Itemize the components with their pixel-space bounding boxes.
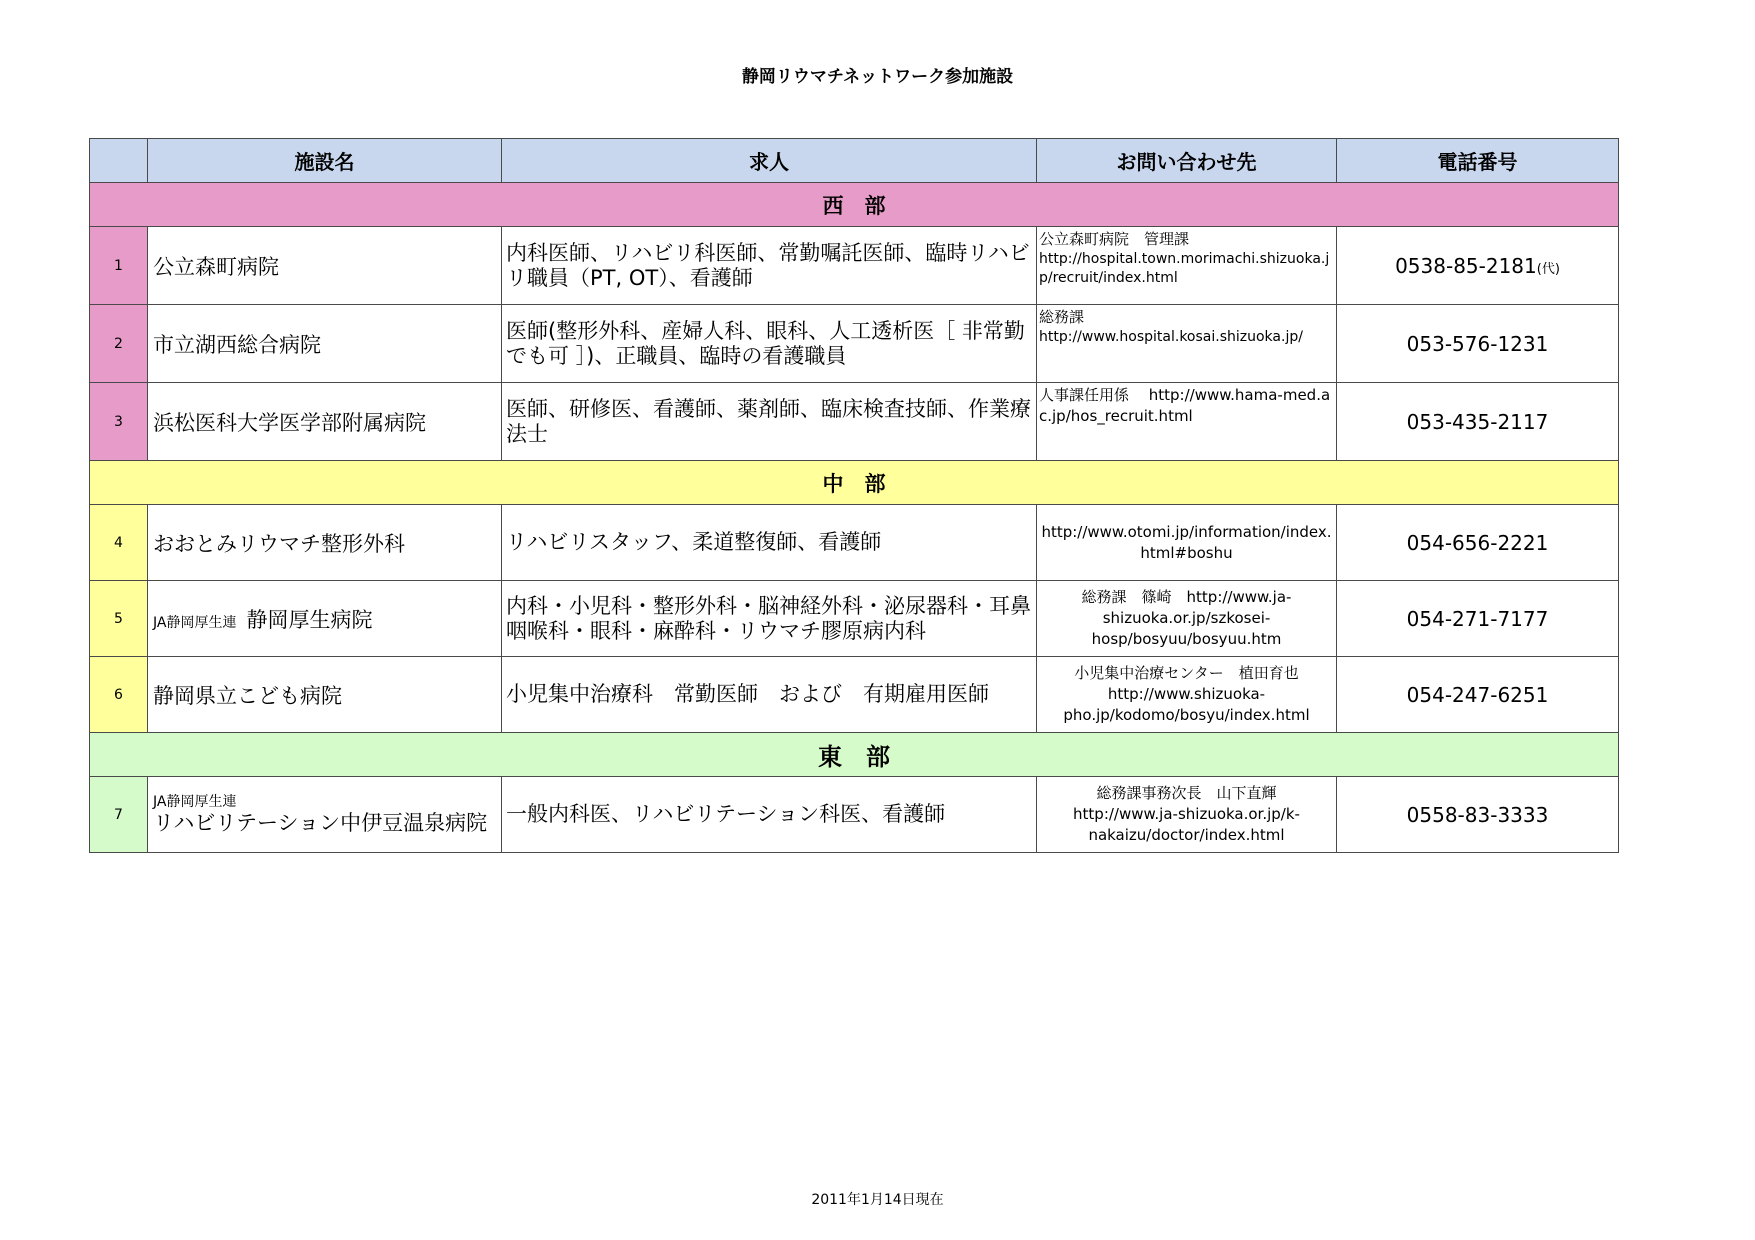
table-row [90, 227, 1619, 305]
row-number: 1 [90, 227, 148, 305]
row-number: 4 [90, 505, 148, 581]
job-listing: 小児集中治療科 常勤医師 および 有期雇用医師 [502, 657, 1037, 733]
facility-name-cell [148, 777, 502, 853]
contact-line: 総務課事務次長 山下直輝 [1096, 784, 1277, 802]
region-label-east: 東 部 [90, 733, 1619, 777]
job-listing: 内科医師、リハビリ科医師、常勤嘱託医師、臨時リハビリ職員（PT, OT）、看護師 [502, 227, 1037, 305]
contact-link[interactable]: http://www.hospital.kosai.shizuoka.jp/ [1039, 329, 1303, 345]
header-num [90, 139, 148, 183]
contact-cell [1037, 581, 1337, 657]
contact-link[interactable]: http://www.ja-shizuoka.or.jp/k-nakaizu/doctor/index.html [1073, 805, 1300, 844]
facility-name: 静岡厚生病院 [246, 607, 373, 632]
row-number: 3 [90, 383, 148, 461]
row-number: 7 [90, 777, 148, 853]
table-header-row [90, 139, 1619, 183]
facility-name: リハビリテーション中伊豆温泉病院 [153, 810, 488, 835]
job-listing: 一般内科医、リハビリテーション科医、看護師 [502, 777, 1037, 853]
contact-cell [1037, 505, 1337, 581]
table-row [90, 383, 1619, 461]
facility-name: 公立森町病院 [148, 227, 502, 305]
region-row-central [90, 461, 1619, 505]
phone-number: 054-247-6251 [1337, 657, 1619, 733]
phone-cell [1337, 227, 1619, 305]
facility-name-prefix: JA静岡厚生連 [153, 614, 237, 631]
phone-number: 053-435-2117 [1337, 383, 1619, 461]
phone-number: 0558-83-3333 [1337, 777, 1619, 853]
job-listing: 医師(整形外科、産婦人科、眼科、人工透析医［ 非常勤でも可 ］)、正職員、臨時の看護職員 [502, 305, 1037, 383]
table-row [90, 581, 1619, 657]
facility-name: 静岡県立こども病院 [148, 657, 502, 733]
facility-name: おおとみリウマチ整形外科 [148, 505, 502, 581]
header-phone: 電話番号 [1337, 139, 1619, 183]
table-row [90, 777, 1619, 853]
contact-cell [1037, 383, 1337, 461]
job-listing: 医師、研修医、看護師、薬剤師、臨床検査技師、作業療法士 [502, 383, 1037, 461]
row-number: 2 [90, 305, 148, 383]
phone-number: 054-271-7177 [1337, 581, 1619, 657]
contact-link[interactable]: http://www.shizuoka-pho.jp/kodomo/bosyu/index.html [1063, 685, 1310, 724]
job-listing: 内科・小児科・整形外科・脳神経外科・泌尿器科・耳鼻咽喉科・眼科・麻酔科・リウマチ膠原病内科 [502, 581, 1037, 657]
contact-line: 総務課 [1039, 308, 1085, 326]
region-row-east [90, 733, 1619, 777]
table-row [90, 505, 1619, 581]
phone-number: 054-656-2221 [1337, 505, 1619, 581]
facility-name-cell [148, 581, 502, 657]
footer-date: 2011年1月14日現在 [811, 1192, 944, 1208]
facility-table [89, 138, 1619, 853]
row-number: 5 [90, 581, 148, 657]
facility-name: 浜松医科大学医学部附属病院 [148, 383, 502, 461]
phone-number: 0538-85-2181 [1395, 253, 1537, 278]
contact-cell [1037, 305, 1337, 383]
header-contact: お問い合わせ先 [1037, 139, 1337, 183]
contact-cell [1037, 777, 1337, 853]
phone-number: 053-576-1231 [1337, 305, 1619, 383]
table-row [90, 305, 1619, 383]
contact-line: 公立森町病院 管理課 [1039, 230, 1190, 248]
contact-link[interactable]: 総務課 篠崎 http://www.ja-shizuoka.or.jp/szkosei-hosp/bosyuu/bosyuu.htm [1081, 588, 1292, 648]
page-title: 静岡リウマチネットワーク参加施設 [741, 67, 1014, 87]
region-label-west: 西 部 [90, 183, 1619, 227]
facility-name-prefix: JA静岡厚生連 [153, 793, 237, 810]
contact-line: 小児集中治療センター 植田育也 [1074, 664, 1299, 682]
header-jobs: 求人 [502, 139, 1037, 183]
job-listing: リハビリスタッフ、柔道整復師、看護師 [502, 505, 1037, 581]
contact-link[interactable]: 人事課任用係 http://www.hama-med.ac.jp/hos_recruit.html [1039, 386, 1331, 425]
row-number: 6 [90, 657, 148, 733]
region-row-west [90, 183, 1619, 227]
region-label-central: 中 部 [90, 461, 1619, 505]
contact-cell [1037, 227, 1337, 305]
facility-name: 市立湖西総合病院 [148, 305, 502, 383]
table-row [90, 657, 1619, 733]
contact-cell [1037, 657, 1337, 733]
header-name: 施設名 [148, 139, 502, 183]
contact-link[interactable]: http://hospital.town.morimachi.shizuoka.jp/recruit/index.html [1039, 251, 1330, 286]
contact-link[interactable]: http://www.otomi.jp/information/index.html#boshu [1041, 522, 1332, 562]
phone-note: (代) [1536, 261, 1560, 277]
